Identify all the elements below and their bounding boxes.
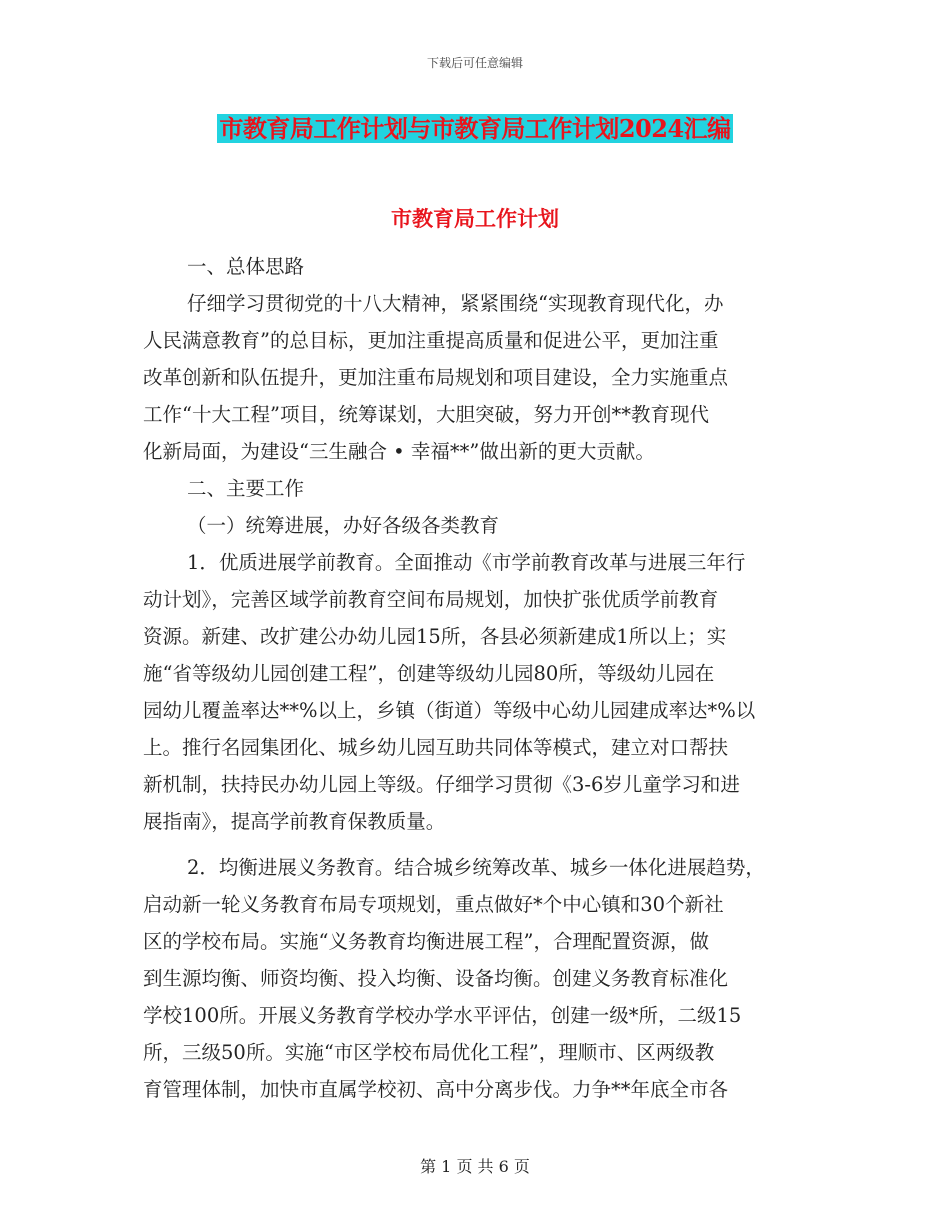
text-line: 资源。新建、改扩建公办幼儿园15所，各县必须新建成1所以上；实 xyxy=(143,625,727,648)
text-line: 施“省等级幼儿园创建工程”，创建等级幼儿园80所，等级幼儿园在 xyxy=(143,662,715,685)
text-line: 二、主要工作 xyxy=(187,477,305,500)
body-text xyxy=(143,248,813,1108)
text-line: 上。推行名园集团化、城乡幼儿园互助共同体等模式，建立对口帮扶 xyxy=(143,736,729,759)
text-line: 动计划》，完善区域学前教育空间布局规划，加快扩张优质学前教育 xyxy=(143,588,719,611)
main-title xyxy=(0,112,950,146)
text-line: 育管理体制，加快市直属学校初、高中分离步伐。力争**年底全市各 xyxy=(143,1078,729,1101)
text-line: 人民满意教育”的总目标，更加注重提高质量和促进公平，更加注重 xyxy=(143,329,719,352)
text-line: 园幼儿覆盖率达**%以上，乡镇（街道）等级中心幼儿园建成率达*%以 xyxy=(143,699,756,722)
text-line: 所，三级50所。实施“市区学校布局优化工程”，理顺市、区两级教 xyxy=(143,1041,715,1064)
page-footer: 第 1 页 共 6 页 xyxy=(420,1157,530,1176)
text-line: 一、总体思路 xyxy=(187,255,305,278)
paragraph-gap xyxy=(143,840,813,849)
text-line: 启动新一轮义务教育布局专项规划，重点做好*个中心镇和30个新社 xyxy=(143,893,724,916)
text-line: 仔细学习贯彻党的十八大精神，紧紧围绕“实现教育现代化，办 xyxy=(187,292,724,315)
text-line: 工作“十大工程”项目，统筹谋划，大胆突破，努力开创**教育现代 xyxy=(143,403,709,426)
text-line: 改革创新和队伍提升，更加注重布局规划和项目建设，全力实施重点 xyxy=(143,366,729,389)
text-line: 区的学校布局。实施“义务教育均衡进展工程”，合理配置资源，做 xyxy=(143,930,709,953)
text-line: 到生源均衡、师资均衡、投入均衡、设备均衡。创建义务教育标准化 xyxy=(143,967,729,990)
text-line: （一）统筹进展，办好各级各类教育 xyxy=(187,514,500,537)
text-line: 化新局面，为建设“三生融合 • 幸福**”做出新的更大贡献。 xyxy=(143,440,655,463)
text-line: 展指南》，提高学前教育保教质量。 xyxy=(143,810,446,833)
text-line: 学校100所。开展义务教育学校办学水平评估，创建一级*所，二级15 xyxy=(143,1004,742,1027)
text-line: 2．均衡进展义务教育。结合城乡统筹改革、城乡一体化进展趋势， xyxy=(187,856,765,879)
text-line: 新机制，扶持民办幼儿园上等级。仔细学习贯彻《3-6岁儿童学习和进 xyxy=(143,773,740,796)
main-title-text: 市教育局工作计划与市教育局工作计划2024汇编 xyxy=(219,114,731,143)
text-line: 1．优质进展学前教育。全面推动《市学前教育改革与进展三年行 xyxy=(187,551,746,574)
header-note: 下载后可任意编辑 xyxy=(426,56,523,70)
section-title: 市教育局工作计划 xyxy=(391,206,559,231)
